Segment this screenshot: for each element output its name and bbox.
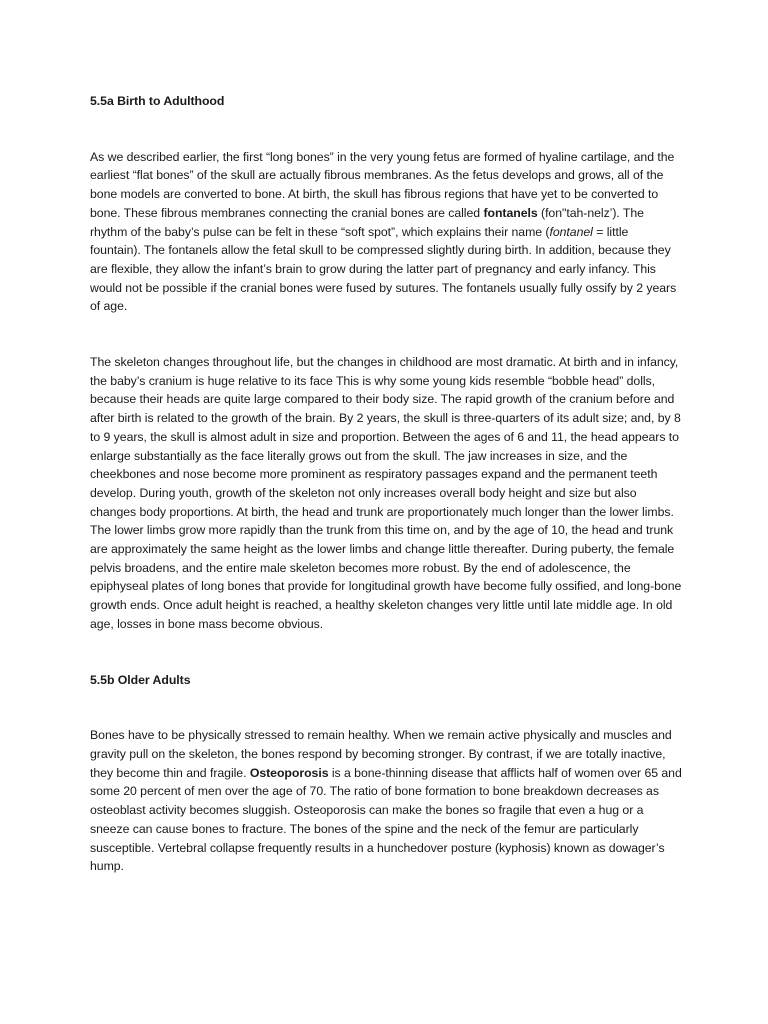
spacer — [90, 634, 682, 671]
paragraph-text: Bones have to be physically stressed to remain healthy. When we remain active physically and muscles and gravity pull on the skeleton, the bones respond by becoming stronger. By contrast, if we are totally inactive, they become thin and fragile. — [90, 728, 672, 780]
key-term-fontanels: fontanels — [483, 205, 538, 220]
paragraph-text: (fon"tah-nelz’). The rhythm of the baby’s pulse can be felt in these “soft spot”, which explains their name ( — [90, 205, 644, 239]
spacer — [90, 316, 682, 353]
paragraph-text: is a bone-thinning disease that afflicts half of women over 65 and some 20 percent of men over the age of 70. The ratio of bone formation to bone breakdown decreases as osteoblast activity becomes sluggish. Osteoporosis can make the bones so fragile that even a hug or a sneeze can cause bones to fracture. The bones of the spine and the neck of the femur are particularly susceptible. Vertebral collapse frequently results in a hunchedover posture (kyphosis) known as dowager’s hump. — [90, 765, 682, 874]
spacer — [90, 111, 682, 148]
document-body — [90, 92, 682, 876]
spacer — [90, 689, 682, 726]
paragraph-osteoporosis — [90, 726, 682, 876]
paragraph-text: As we described earlier, the first “long bones” in the very young fetus are formed of hyaline cartilage, and the earliest “flat bones” of the skull are actually fibrous membranes. As the fetus develops and grows, all of the bone models are converted to bone. At birth, the skull has fibrous regions that have yet to be converted to bone. These fibrous membranes connecting the cranial bones are called — [90, 149, 675, 220]
section-heading-older-adults: 5.5b Older Adults — [90, 672, 191, 687]
paragraph-skeleton-changes: The skeleton changes throughout life, but the changes in childhood are most dramatic. At birth and in infancy, the baby’s cranium is huge relative to its face This is why some young kids resemble “bobble head” dolls, because their heads are quite large compared to their body size. The rapid growth of the cranium before and after birth is related to the growth of the brain. By 2 years, the skull is three-quarters of its adult size; and, by 8 to 9 years, the skull is almost adult in size and proportion. Between the ages of 6 and 11, the head appears to enlarge substantially as the face literally grows out from the skull. The jaw increases in size, and the cheekbones and nose become more prominent as respiratory passages expand and the permanent teeth develop. During youth, growth of the skeleton not only increases overall body height and size but also changes body proportions. At birth, the head and trunk are proportionately much longer than the lower limbs. The lower limbs grow more rapidly than the trunk from this time on, and by the age of 10, the head and trunk are approximately the same height as the lower limbs and change little thereafter. During puberty, the female pelvis broadens, and the entire male skeleton becomes more robust. By the end of adolescence, the epiphyseal plates of long bones that provide for longitudinal growth have become fully ossified, and long-bone growth ends. Once adult height is reached, a healthy skeleton changes very little until late middle age. In old age, losses in bone mass become obvious. — [90, 355, 682, 631]
section-heading-birth-to-adulthood: 5.5a Birth to Adulthood — [90, 94, 225, 108]
paragraph-text: = little fountain). The fontanels allow the fetal skull to be compressed slightly during birth. In addition, because they are flexible, they allow the infant’s brain to grow during the latter part of pregnancy and early infancy. This would not be possible if the cranial bones were fused by sutures. The fontanels usually fully ossify by 2 years of age. — [90, 224, 677, 314]
paragraph-fontanels — [90, 148, 682, 316]
key-term-osteoporosis: Osteoporosis — [249, 765, 329, 780]
italic-term-fontanel: fontanel — [549, 224, 593, 239]
